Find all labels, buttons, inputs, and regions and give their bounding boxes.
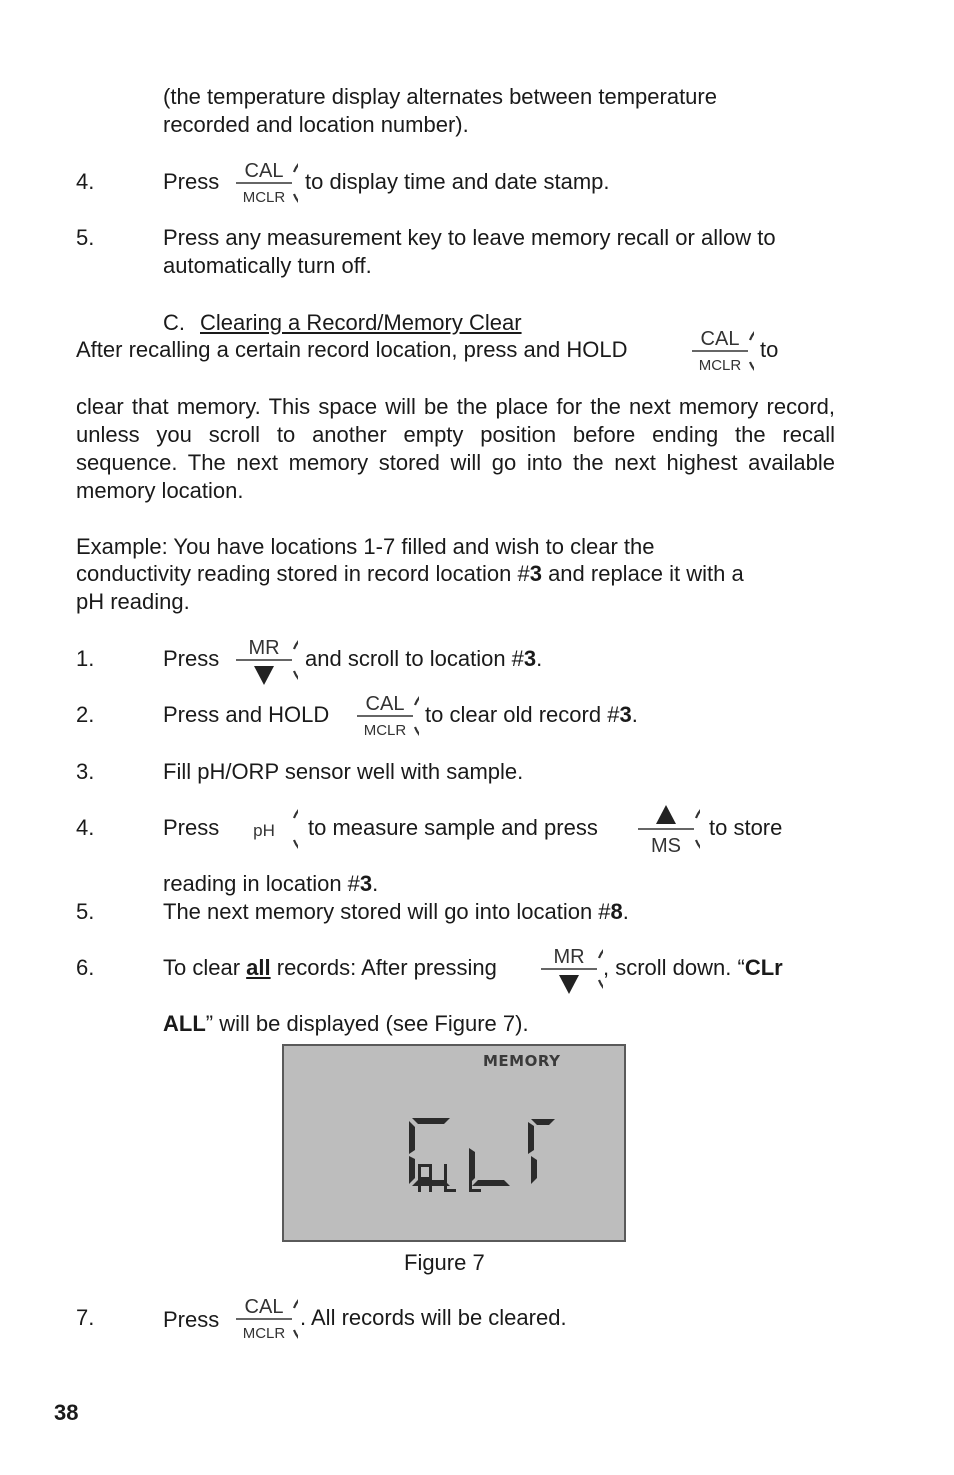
step-number: 2. [76,702,95,727]
svg-text:MR: MR [248,637,280,659]
section-line-post: to [760,337,779,362]
step-text-post: and scroll to location #3. [305,646,543,671]
example-line-2: conductivity reading stored in record location #3 and replace it with a [76,561,744,586]
step-text-pre: Press [163,646,220,671]
cal-mclr-key-icon [351,683,419,749]
svg-text:MCLR: MCLR [363,722,407,739]
step-number: 4. [76,815,95,840]
step-number: 5. [76,899,95,924]
lcd-segment-digits [284,1046,624,1240]
section-letter: C. [163,310,185,335]
svg-text:CAL: CAL [244,1296,284,1318]
page-number: 38 [54,1400,79,1425]
step-text-post: . All records will be cleared. [300,1305,567,1330]
figure-caption: Figure 7 [404,1250,485,1275]
svg-text:CAL: CAL [244,160,284,182]
step-text-pre: Press [163,815,220,840]
step-text: Press any measurement key to leave memory recall or allow to [163,225,776,250]
step-text-pre: To clear all records: After pressing [163,955,497,980]
step-text: Fill pH/ORP sensor well with sample. [163,759,524,784]
up-ms-key-icon [632,796,700,862]
svg-text:pH: pH [253,821,275,840]
example-line-1: Example: You have locations 1-7 filled and wish to clear the [76,534,655,559]
svg-text:MCLR: MCLR [698,357,742,374]
svg-text:CAL: CAL [700,328,740,350]
step-text-line2: automatically turn off. [163,253,372,278]
cal-mclr-key-icon [230,150,298,216]
section-paragraph: clear that memory. This space will be the place for the next memory record, unless you scroll to another empty position before ending the recall sequence. The next memory stored will go into the next highest available memory location. [76,394,835,503]
step-text-post: to display time and date stamp. [305,169,610,194]
section-line-pre: After recalling a certain record location, press and HOLD [76,337,628,362]
step-number: 1. [76,646,95,671]
svg-text:CAL: CAL [365,693,405,715]
cal-mclr-key-icon [230,1286,298,1352]
step-number: 3. [76,759,95,784]
step-text-post: to store [709,815,783,840]
step-number: 6. [76,955,95,980]
step-number: 4. [76,169,95,194]
example-line-3: pH reading. [76,589,190,614]
lcd-display [282,1044,626,1242]
step-text-pre: Press [163,1307,220,1332]
step-text-post: to clear old record #3. [425,702,638,727]
lcd-memory-label: MEMORY [483,1052,561,1070]
step-number: 5. [76,225,95,250]
step-text-pre: Press and HOLD [163,702,330,727]
svg-text:MR: MR [553,946,585,968]
step-text-post: , scroll down. “CLr [603,955,783,980]
step-text-pre: Press [163,169,220,194]
step-text-line2: reading in location #3. [163,871,379,896]
section-heading: Clearing a Record/Memory Clear [200,310,522,335]
mr-down-key-icon [230,627,298,693]
ph-key-icon [230,796,298,862]
step-text-line2: ALL” will be displayed (see Figure 7). [163,1011,529,1036]
intro-line-2: recorded and location number). [163,112,469,137]
svg-text:MCLR: MCLR [242,1325,286,1342]
mr-down-key-icon [535,936,603,1002]
svg-text:MCLR: MCLR [242,189,286,206]
svg-text:MS: MS [651,835,681,857]
step-text-mid: to measure sample and press [308,815,598,840]
step-number: 7. [76,1305,95,1330]
cal-mclr-key-icon [686,318,754,384]
step-text: The next memory stored will go into location #8. [163,899,629,924]
intro-line-1: (the temperature display alternates between temperature [163,84,717,109]
